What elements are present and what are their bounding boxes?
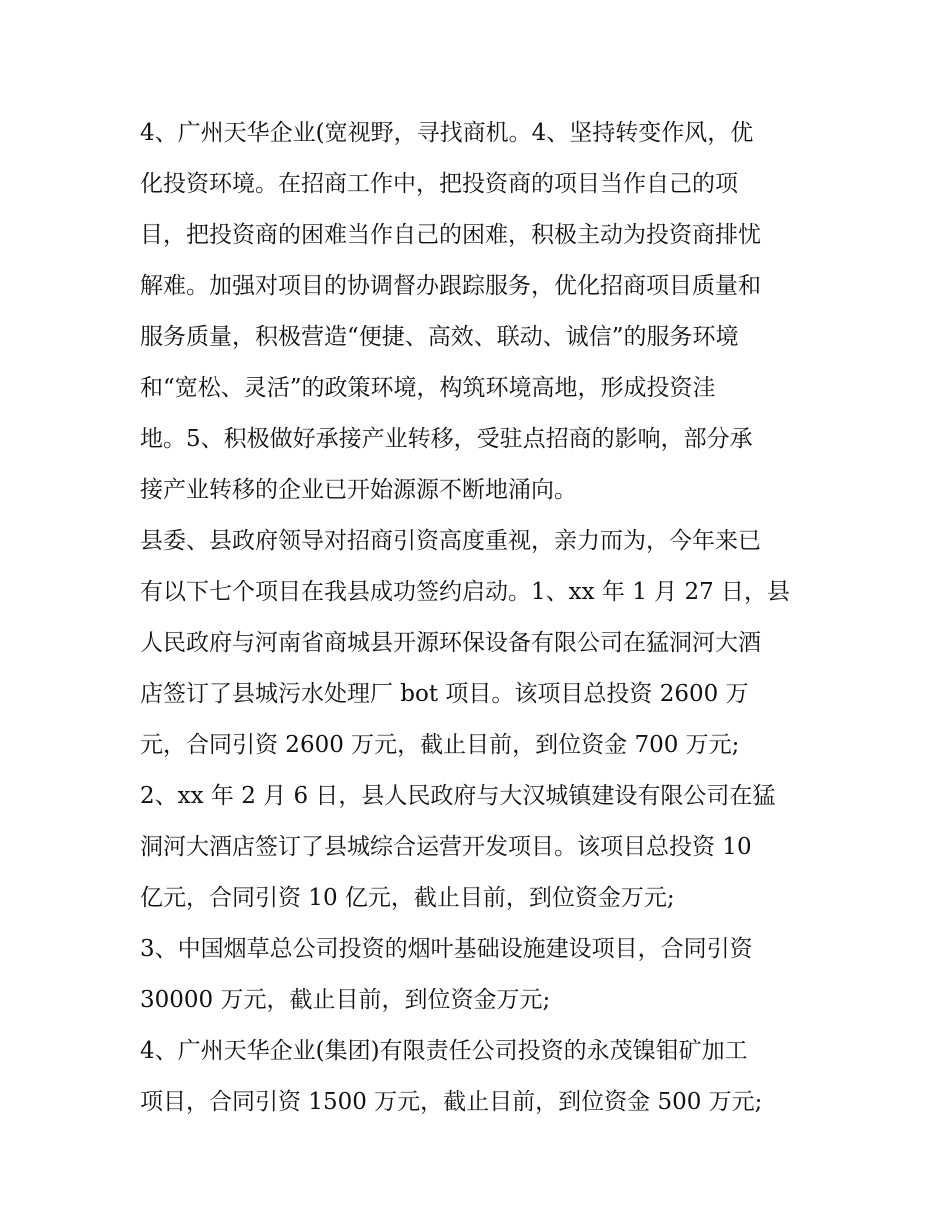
text-line: 亿元，合同引资 10 亿元，截止目前，到位资金万元;: [140, 885, 675, 911]
text-line: 和“宽松、灵活”的政策环境，构筑环境高地，形成投资洼: [140, 375, 716, 401]
text-line: 解难。加强对项目的协调督办跟踪服务，优化招商项目质量和: [140, 273, 761, 299]
text-line: 县委、县政府领导对招商引资高度重视，亲力而为，今年来已: [140, 528, 761, 554]
text-line: 人民政府与河南省商城县开源环保设备有限公司在猛洞河大酒: [140, 630, 761, 656]
text-line: 2、xx 年 2 月 6 日，县人民政府与大汉城镇建设有限公司在猛: [140, 783, 776, 809]
text-line: 服务质量，积极营造“便捷、高效、联动、诚信”的服务环境: [140, 324, 739, 350]
text-line: 接产业转移的企业已开始源源不断地涌向。: [140, 477, 577, 503]
text-line: 30000 万元，截止目前，到位资金万元;: [140, 987, 551, 1013]
text-line: 化投资环境。在招商工作中，把投资商的项目当作自己的项: [140, 171, 738, 197]
text-line: 店签订了县城污水处理厂 bot 项目。该项目总投资 2600 万: [140, 681, 749, 707]
text-line: 有以下七个项目在我县成功签约启动。1、xx 年 1 月 27 日，县: [140, 579, 791, 605]
text-line: 元，合同引资 2600 万元，截止目前，到位资金 700 万元;: [140, 732, 740, 758]
text-line: 4、广州天华企业(宽视野，寻找商机。4、坚持转变作风，优: [140, 120, 754, 146]
text-line: 3、中国烟草总公司投资的烟叶基础设施建设项目，合同引资: [140, 936, 753, 962]
text-line: 目，把投资商的困难当作自己的困难，积极主动为投资商排忧: [140, 222, 761, 248]
text-line: 4、广州天华企业(集团)有限责任公司投资的永茂镍钼矿加工: [140, 1038, 748, 1064]
text-line: 地。5、积极做好承接产业转移，受驻点招商的影响，部分承: [140, 426, 753, 452]
text-line: 项目，合同引资 1500 万元，截止目前，到位资金 500 万元;: [140, 1089, 763, 1115]
text-line: 洞河大酒店签订了县城综合运营开发项目。该项目总投资 10: [140, 834, 752, 860]
document-body: [140, 108, 830, 1128]
